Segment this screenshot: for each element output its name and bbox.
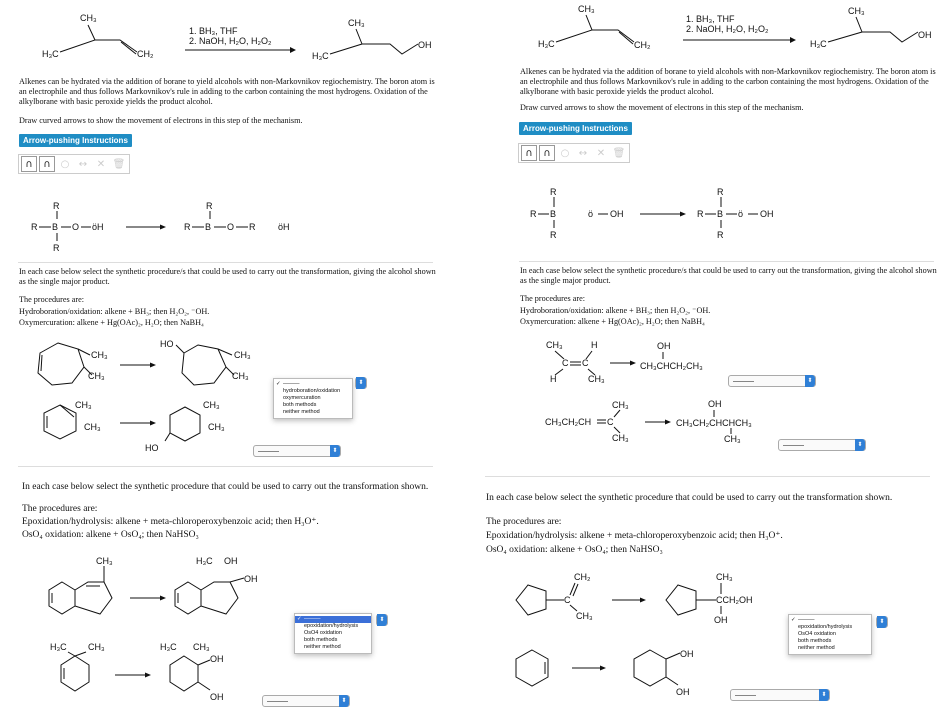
svg-text:OH: OH (657, 341, 671, 351)
svg-text:OH: OH (210, 654, 224, 664)
svg-text:R: R (717, 187, 724, 197)
left-mechanism-toolbar (18, 154, 130, 174)
resize-tool-icon[interactable]: ↔ (578, 147, 588, 159)
delete-tool-icon[interactable]: ✕ (596, 147, 606, 159)
svg-text:R: R (530, 209, 537, 219)
svg-text:CH₃: CH₃ (193, 642, 210, 652)
svg-text:CH₃: CH₃ (576, 611, 593, 621)
svg-text:CH₃: CH₃ (348, 18, 365, 28)
svg-text:C: C (564, 595, 571, 605)
left-s1-procedures-label: The procedures are: (19, 295, 85, 304)
right-s2-dropdown-open[interactable] (788, 614, 872, 655)
dropdown-option[interactable]: epoxidation/hydrolysis (304, 623, 359, 629)
svg-text:C: C (582, 358, 589, 368)
dropdown-option[interactable]: OsO4 oxidation (304, 630, 342, 636)
dropdown-option[interactable]: hydroboration/oxidation (283, 388, 341, 394)
svg-text:CH₃: CH₃ (96, 556, 113, 566)
svg-text:H₃C: H₃C (50, 642, 67, 652)
svg-text:B: B (205, 222, 212, 232)
right-s1-select-2[interactable]: ——— ⬍ (778, 439, 866, 451)
svg-text:CH₃: CH₃ (75, 400, 92, 410)
svg-text:H₃C: H₃C (538, 39, 555, 49)
svg-text:CH₃: CH₃ (848, 6, 865, 16)
svg-text:2. NaOH, H₂O, H₂O₂: 2. NaOH, H₂O, H₂O₂ (189, 36, 272, 46)
svg-text:OH: OH (714, 615, 728, 625)
right-s1-select-1[interactable]: ——— ⬍ (728, 375, 816, 387)
svg-text:R: R (53, 201, 60, 211)
left-s2-procedures-label: The procedures are: (22, 504, 98, 514)
dropdown-option[interactable]: epoxidation/hydrolysis (798, 624, 853, 630)
left-s2-line1: Epoxidation/hydrolysis: alkene + meta-chloroperoxybenzoic acid; then H₃O⁺. (22, 517, 319, 527)
svg-text:CCH₂OH: CCH₂OH (716, 595, 753, 605)
dropdown-option[interactable]: both methods (798, 638, 832, 644)
left-intro-text: Alkenes can be hydrated via the addition of borane to yield alcohols with non-Markovnikov regiochemistry. The boron atom is an electrophile and thus follows Markovnikov's rule in adding to the carbon containing the most hydrogens. Oxidation of the alkylborane with basic peroxide yields the product alcohol. (19, 77, 435, 106)
right-s2-line1: Epoxidation/hydrolysis: alkene + meta-chloroperoxybenzoic acid; then H₃O⁺. (486, 531, 783, 541)
right-s2-select-arrow[interactable]: ⬍ (876, 616, 888, 628)
svg-text:H₃C: H₃C (312, 51, 329, 61)
svg-text:O: O (72, 222, 80, 232)
svg-text:CH₃: CH₃ (88, 371, 105, 381)
svg-text:O: O (227, 222, 235, 232)
svg-text:CH₃: CH₃ (578, 4, 595, 14)
dropdown-option[interactable]: both methods (283, 402, 317, 408)
svg-text:OH: OH (676, 687, 690, 697)
left-s2-select-2[interactable]: ——— ⬍ (262, 695, 350, 707)
right-mechanism-canvas[interactable] (0, 185, 946, 245)
svg-text:CH₃: CH₃ (91, 350, 108, 360)
svg-text:OH: OH (760, 209, 774, 219)
right-s2-intro: In each case below select the synthetic procedure that could be used to carry out the transformation shown. (486, 493, 893, 503)
svg-text:CH₃: CH₃ (724, 434, 741, 444)
svg-text:R: R (697, 209, 704, 219)
right-instruction: Draw curved arrows to show the movement of electrons in this step of the mechanism. (520, 103, 804, 112)
svg-text:R: R (550, 187, 557, 197)
left-s1-select-arrow[interactable]: ⬍ (355, 377, 367, 389)
right-header-reaction (0, 0, 946, 70)
svg-text:CH₃: CH₃ (546, 340, 563, 350)
svg-text:CH₃CHCH₂CH₃: CH₃CHCH₂CH₃ (640, 361, 703, 371)
right-divider-1 (519, 261, 934, 262)
right-s2-line2: OsO₄ oxidation: alkene + OsO₄; then NaHSO₃ (486, 545, 663, 555)
svg-text:ö: ö (738, 209, 744, 219)
svg-text:CH₃CH₂CHCHCH₃: CH₃CH₂CHCHCH₃ (676, 418, 752, 428)
svg-text:B: B (550, 209, 557, 219)
svg-text:OH: OH (680, 649, 694, 659)
svg-text:B: B (52, 222, 59, 232)
svg-text:öH: öH (278, 222, 290, 232)
svg-text:H₃C: H₃C (196, 556, 213, 566)
svg-text:CH₃: CH₃ (84, 422, 101, 432)
svg-text:1. BH₃, THF: 1. BH₃, THF (686, 14, 735, 24)
svg-text:H: H (550, 374, 557, 384)
right-arrow-pushing-button[interactable]: Arrow-pushing Instructions (519, 122, 632, 135)
svg-text:CH₃: CH₃ (80, 13, 97, 23)
svg-text:H₃C: H₃C (810, 39, 827, 49)
right-intro-text: Alkenes can be hydrated via the addition of borane to yield alcohols with non-Markovnikov regiochemistry. The boron atom is an electrophile and thus follows Markovnikov's rule in adding to the carbon containing the most hydrogens. Oxidation of the alkylborane with basic peroxide yields the product alcohol. (520, 67, 936, 96)
dropdown-option[interactable]: neither method (798, 645, 835, 651)
double-arrow-tool-icon[interactable]: ∩ (39, 156, 55, 172)
double-arrow-tool-icon[interactable]: ∩ (539, 145, 555, 161)
left-instruction: Draw curved arrows to show the movement of electrons in this step of the mechanism. (19, 116, 303, 125)
svg-text:C: C (562, 358, 569, 368)
right-s1-line1: Hydroboration/oxidation: alkene + BH₃; then H₂O₂, ⁻OH. (520, 306, 711, 315)
arrow-pushing-button[interactable]: Arrow-pushing Instructions (19, 134, 132, 147)
right-s1-procedures-label: The procedures are: (520, 294, 586, 303)
svg-text:öH: öH (92, 222, 104, 232)
left-s1-select-2[interactable]: ——— ⬍ (253, 445, 341, 457)
svg-text:OH: OH (210, 692, 224, 702)
svg-text:R: R (53, 243, 60, 253)
svg-text:CH₃: CH₃ (612, 400, 629, 410)
svg-text:ö: ö (588, 209, 594, 219)
svg-text:2. NaOH, H₂O, H₂O₂: 2. NaOH, H₂O, H₂O₂ (686, 24, 769, 34)
lone-pair-tool-icon[interactable]: ○ (560, 147, 570, 159)
single-arrow-tool-icon[interactable]: ∩ (521, 145, 537, 161)
svg-text:CH₂: CH₂ (634, 40, 651, 50)
svg-text:B: B (717, 209, 724, 219)
svg-text:CH₃: CH₃ (716, 572, 733, 582)
right-s2-select-2[interactable]: ——— ⬍ (730, 689, 830, 701)
svg-text:CH₃: CH₃ (232, 371, 249, 381)
right-s1-line2: Oxymercuration: alkene + Hg(OAc)₂, H₂O; then NaBH₄ (520, 317, 705, 326)
single-arrow-tool-icon[interactable]: ∩ (21, 156, 37, 172)
svg-text:OH: OH (610, 209, 624, 219)
right-divider-2 (485, 476, 930, 477)
svg-text:R: R (717, 230, 724, 240)
svg-text:C: C (607, 417, 614, 427)
left-s2-line2: OsO₄ oxidation: alkene + OsO₄; then NaHSO₃ (22, 530, 199, 540)
svg-text:H₃C: H₃C (160, 642, 177, 652)
svg-text:CH₃: CH₃ (208, 422, 225, 432)
dropdown-option[interactable]: OsO4 oxidation (798, 631, 836, 637)
left-divider-2 (18, 466, 433, 467)
svg-text:R: R (31, 222, 38, 232)
svg-text:R: R (249, 222, 256, 232)
svg-text:CH₃: CH₃ (203, 400, 220, 410)
svg-text:OH: OH (224, 556, 238, 566)
svg-text:OH: OH (418, 40, 432, 50)
dropdown-blank-option[interactable]: ✓ ——— (295, 616, 371, 623)
left-s1-line2: Oxymercuration: alkene + Hg(OAc)₂, H₂O; then NaBH₄ (19, 318, 204, 327)
svg-text:CH₂: CH₂ (574, 572, 591, 582)
dropdown-option[interactable]: neither method (283, 409, 320, 415)
svg-text:HO: HO (160, 339, 174, 349)
trash-icon[interactable]: 🗑 (112, 158, 126, 170)
dropdown-option[interactable]: neither method (304, 644, 341, 650)
left-divider-1 (18, 262, 433, 263)
right-mechanism-toolbar (518, 143, 630, 163)
dropdown-blank-option[interactable]: ✓ ——— (276, 381, 300, 387)
svg-text:CH₂: CH₂ (137, 49, 154, 59)
resize-tool-icon[interactable]: ↔ (78, 158, 88, 170)
svg-text:HO: HO (145, 443, 159, 453)
svg-text:CH₃: CH₃ (88, 642, 105, 652)
right-s1-structures (0, 335, 946, 455)
svg-text:H₃C: H₃C (42, 49, 59, 59)
left-s2-intro: In each case below select the synthetic procedure that could be used to carry out the transformation shown. (22, 482, 429, 492)
svg-text:H: H (591, 340, 598, 350)
dropdown-option[interactable]: both methods (304, 637, 338, 643)
lone-pair-tool-icon[interactable]: ○ (60, 158, 70, 170)
svg-text:OH: OH (244, 574, 258, 584)
svg-text:CH₃: CH₃ (588, 374, 605, 384)
dropdown-option[interactable]: oxymercuration (283, 395, 321, 401)
svg-text:CH₃CH₂CH: CH₃CH₂CH (545, 417, 592, 427)
left-s1-intro: In each case below select the synthetic procedure/s that could be used to carry out the transformation, giving the alcohol shown as the single major product. (19, 267, 436, 286)
trash-icon[interactable]: 🗑 (612, 147, 626, 159)
dropdown-blank-option[interactable]: ✓ ——— (791, 617, 815, 623)
svg-text:R: R (550, 230, 557, 240)
svg-text:CH₃: CH₃ (234, 350, 251, 360)
svg-text:OH: OH (708, 399, 722, 409)
left-s1-line1: Hydroboration/oxidation: alkene + BH₃; then H₂O₂, ⁻OH. (19, 307, 210, 316)
svg-text:1. BH₃, THF: 1. BH₃, THF (189, 26, 238, 36)
right-s2-procedures-label: The procedures are: (486, 517, 562, 527)
svg-text:OH: OH (918, 30, 932, 40)
svg-text:R: R (184, 222, 191, 232)
delete-tool-icon[interactable]: ✕ (96, 158, 106, 170)
left-s2-select-arrow[interactable]: ⬍ (376, 614, 388, 626)
right-s1-intro: In each case below select the synthetic procedure/s that could be used to carry out the transformation, giving the alcohol shown as the single major product. (520, 266, 937, 285)
svg-text:CH₃: CH₃ (612, 433, 629, 443)
svg-text:R: R (206, 201, 213, 211)
